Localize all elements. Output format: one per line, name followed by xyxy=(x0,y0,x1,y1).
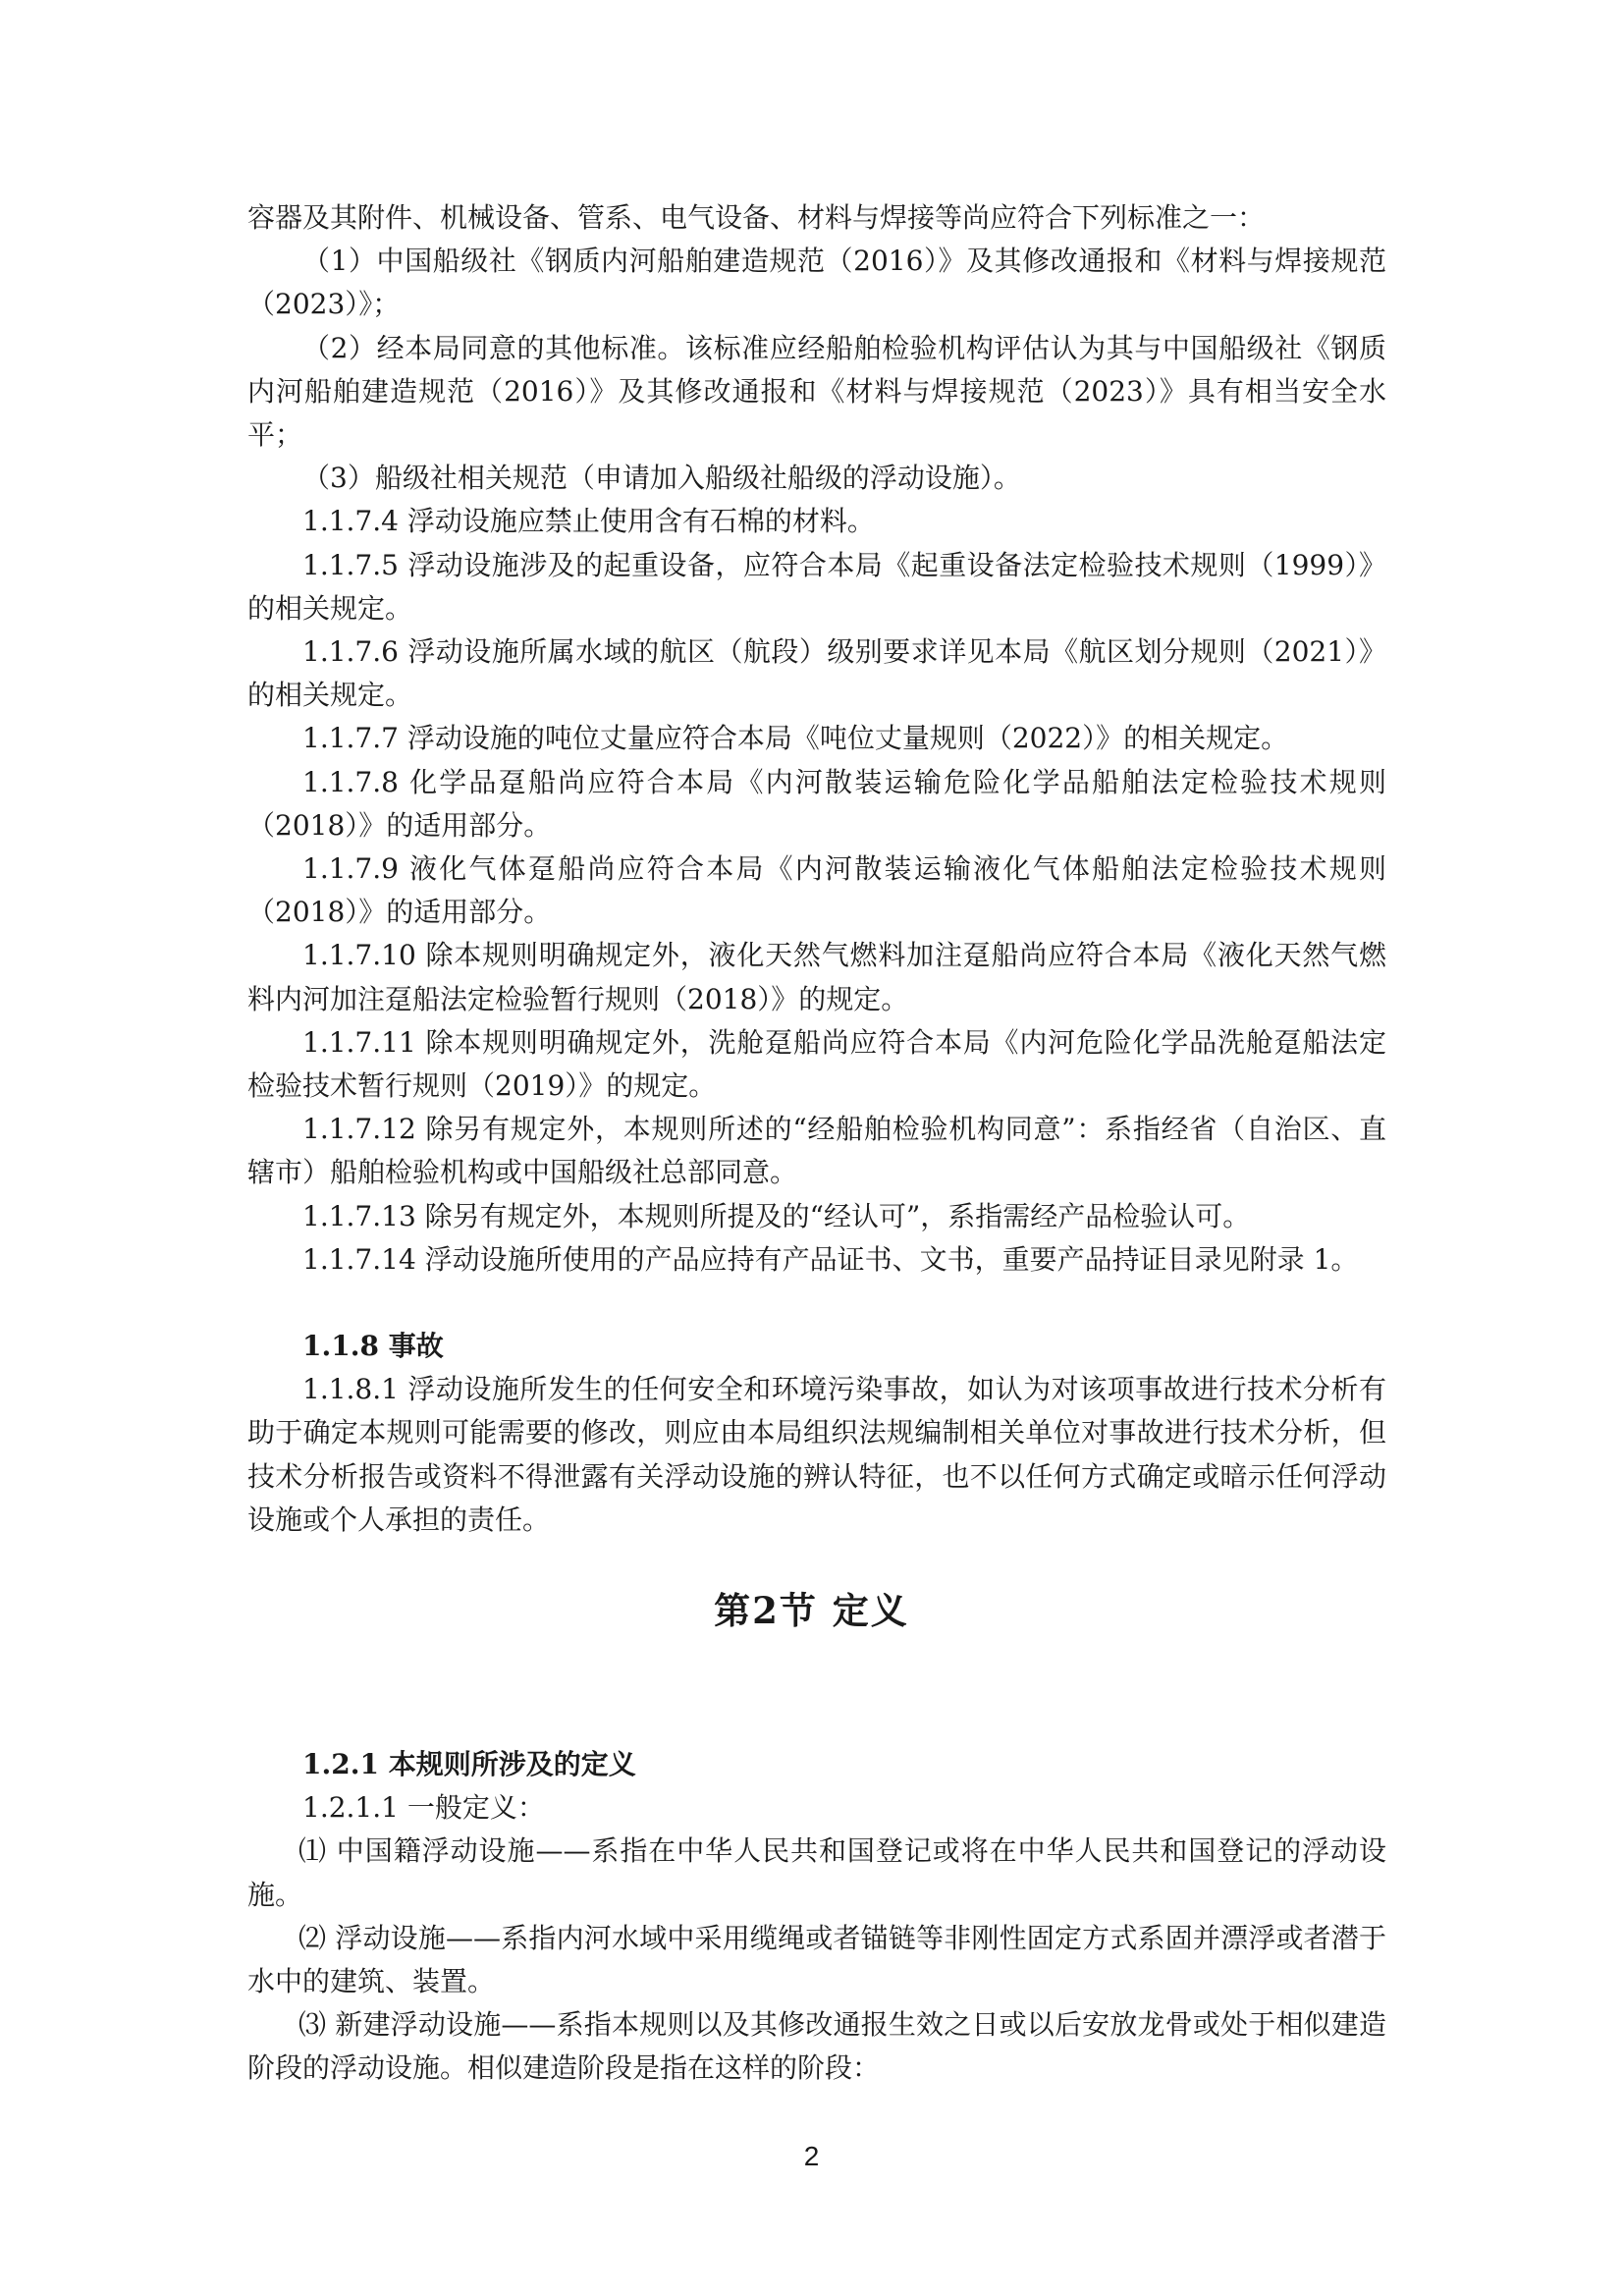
clause-1-1-8-1: 1.1.8.1 浮动设施所发生的任何安全和环境污染事故，如认为对该项事故进行技术分析有助于确定本规则可能需要的修改，则应由本局组织法规编制相关单位对事故进行技术分析，但技术分析报告或资料不得泄露有关浮动设施的辨认特征，也不以任何方式确定或暗示任何浮动设施或个人承担的责任。 xyxy=(247,1373,1386,1536)
clause-1-1-7-8: 1.1.7.8 化学品趸船尚应符合本局《内河散装运输危险化学品船舶法定检验技术规则（2018）》的适用部分。 xyxy=(247,765,1386,842)
definition-item: ⑵ 浮动设施——系指内河水域中采用缆绳或者锚链等非刚性固定方式系固并漂浮或者潜于水中的建筑、装置。 xyxy=(247,1921,1386,1998)
clause-1-1-7-7: 1.1.7.7 浮动设施的吨位丈量应符合本局《吨位丈量规则（2022）》的相关规定。 xyxy=(302,722,1289,755)
page-number: 2 xyxy=(803,2141,820,2171)
section-title: 第2节 定义 xyxy=(714,1589,909,1632)
clause-1-1-7-12: 1.1.7.12 除另有规定外，本规则所述的“经船舶检验机构同意”：系指经省（自治区、直辖市）船舶检验机构或中国船级社总部同意。 xyxy=(247,1113,1386,1189)
clause-1-1-7-13: 1.1.7.13 除另有规定外，本规则所提及的“经认可”，系指需经产品检验认可。 xyxy=(302,1199,1251,1232)
subsection-heading-1-2-1: 1.2.1 本规则所涉及的定义 xyxy=(302,1748,636,1780)
clause-1-2-1-1: 1.2.1.1 一般定义： xyxy=(302,1791,545,1825)
definitions-text-block xyxy=(247,1743,1386,2091)
clause-1-1-7-10: 1.1.7.10 除本规则明确规定外，液化天然气燃料加注趸船尚应符合本局《液化天然气燃料内河加注趸船法定检验暂行规则（2018）》的规定。 xyxy=(247,939,1386,1015)
clause-1-1-7-9: 1.1.7.9 液化气体趸船尚应符合本局《内河散装运输液化气体船舶法定检验技术规则（2018）》的适用部分。 xyxy=(247,852,1386,929)
clause-1-1-7-14: 1.1.7.14 浮动设施所使用的产品应持有产品证书、文书，重要产品持证目录见附录 1。 xyxy=(302,1242,1359,1276)
clause-1-1-7-4: 1.1.7.4 浮动设施应禁止使用含有石棉的材料。 xyxy=(302,505,875,538)
list-item: （3）船级社相关规范（申请加入船级社船级的浮动设施）。 xyxy=(302,462,1021,495)
clause-1-1-7-5: 1.1.7.5 浮动设施涉及的起重设备，应符合本局《起重设备法定检验技术规则（1999）》的相关规定。 xyxy=(247,548,1386,625)
definition-item: ⑴ 中国籍浮动设施——系指在中华人民共和国登记或将在中华人民共和国登记的浮动设施。 xyxy=(247,1834,1386,1911)
main-text-block xyxy=(247,196,1386,1542)
clause-1-1-7-11: 1.1.7.11 除本规则明确规定外，洗舱趸船尚应符合本局《内河危险化学品洗舱趸船法定检验技术暂行规则（2019）》的规定。 xyxy=(247,1025,1386,1103)
subsection-heading-1-1-8: 1.1.8 事故 xyxy=(302,1330,444,1363)
clause-1-1-7-6: 1.1.7.6 浮动设施所属水域的航区（航段）级别要求详见本局《航区划分规则（2021）》的相关规定。 xyxy=(247,635,1386,712)
list-item: （1）中国船级社《钢质内河船舶建造规范（2016）》及其修改通报和《材料与焊接规范（2023）》； xyxy=(247,245,1386,321)
definition-item: ⑶ 新建浮动设施——系指本规则以及其修改通报生效之日或以后安放龙骨或处于相似建造阶段的浮动设施。相似建造阶段是指在这样的阶段： xyxy=(247,2008,1386,2085)
list-item: （2）经本局同意的其他标准。该标准应经船舶检验机构评估认为其与中国船级社《钢质内河船舶建造规范（2016）》及其修改通报和《材料与焊接规范（2023）》具有相当安全水平； xyxy=(247,331,1386,452)
paragraph: 容器及其附件、机械设备、管系、电气设备、材料与焊接等尚应符合下列标准之一： xyxy=(247,201,1266,234)
